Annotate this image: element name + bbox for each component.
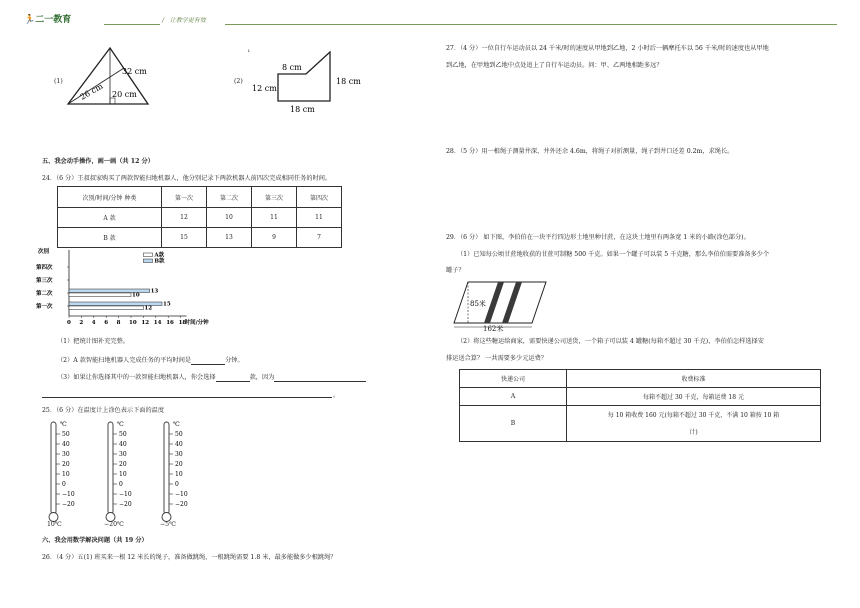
figure-2-label: (2) [234,78,243,85]
thermometer-tube [108,422,113,514]
thermometer-unit: ℃ [117,421,124,428]
thermometer-scale-label: 30 [119,451,127,458]
thermometer-scale-label: 0 [119,481,123,488]
table-header-cell: 次别/时间/分钟 种类 [58,187,162,208]
table-cell: A [460,388,567,406]
triangle-dim-32: 32 cm [122,67,147,76]
section-5-title: 五、我会动手操作，画一画（共 12 分） [42,158,154,165]
thermometer-scale-label: 10 [62,471,70,478]
question-26-text: 26．（4 分）五(1) 班买来一根 12 米长的绳子，准备做跳绳，一根跳绳需要 1.8 米，最多能做多少根跳绳？ [42,554,337,561]
logo-runner-icon: 🏃 [24,15,36,25]
question-24-sub-1: （1）把统计图补充完整。 [57,338,129,345]
table-header-cell: 第三次 [252,187,297,208]
question-25-text: 25．（6 分）在温度计上涂色表示下面的温度 [42,407,165,414]
section-6-title: 六、我会用数学解决问题（共 19 分） [42,537,148,544]
thermometer-scale-label: −10 [119,491,132,498]
thermometer-temp-label: 10℃ [47,521,62,528]
question-24-sub-3: （3）如果让你选择其中的一款智能扫地机器人，你会选择 款，因为 [57,372,366,382]
table-row [460,406,821,442]
table-header-row [58,187,342,208]
brand-logo: 🏃二一教育 [24,15,72,25]
bar-A款-第一次 [69,306,143,310]
reason-end-mark: 。 [333,392,340,399]
thermometer-scale-label: 30 [175,451,183,458]
thermometer-scale-label: 50 [175,431,183,438]
table-cell: 10 [207,208,252,228]
bar-B款-第二次 [69,289,150,293]
thermometer-scale-label: 40 [175,441,183,448]
table-cell: 每 10 箱收费 160 元(每箱不超过 30 千克，不满 10 箱按 10 箱 计) [567,406,821,442]
table-cell: 12 [162,208,207,228]
question-27-line-1: 27．（4 分）一位自行车运动员以 24 千米/时的速度从甲地到乙地，2 小时后一辆摩托车以 56 千米/时的速度也从甲地 [446,45,769,52]
table-cell: 13 [207,228,252,248]
thermometer-scale-label: 10 [119,471,127,478]
thermometer-scale-label: 50 [119,431,127,438]
thermometer-temp-label: −20℃ [104,521,124,528]
thermometer-scale-label: 10 [175,471,183,478]
table-cell: 7 [297,228,342,248]
bar-data-label: 15 [163,301,171,308]
table-header-cell: 收费标准 [567,370,821,388]
question-24-text: 24．（6 分）王叔叔家购买了两款智能扫地机器人，他分别记录下两款机器人前四次完成相同任务的时间。 [42,175,332,182]
thermometer-tube [164,422,169,514]
question-29-sub-2-line-2: 排运送合算？ 一共需要多少元运费？ [446,355,547,362]
legend-swatch-B款 [143,259,152,263]
path-strip-1 [484,282,504,323]
header-slogan: / 让教学更有效 [162,17,206,24]
y-category-label: 第二次 [36,291,53,297]
answer-blank-average[interactable] [191,355,225,365]
x-tick-label: 6 [104,320,109,326]
question-29-sub-1-line-2: 罐子？ [446,267,465,274]
table-cell: B 款 [58,228,162,248]
thermometer-unit: ℃ [173,421,180,428]
table-header-cell: 快递公司 [460,370,567,388]
trapezoid-dim-bottom: 18 cm [290,105,315,114]
thermometer-1[interactable] [46,418,86,533]
x-tick-label: 16 [166,320,174,326]
question-27-line-2: 到乙地，在甲地到乙地中点处追上了自行车运动员。问：甲、乙两地相距多远？ [446,62,663,69]
thermometer-scale-label: 20 [62,461,70,468]
x-tick-label: 14 [153,320,162,326]
x-axis-label: 时间/分钟 [184,320,209,326]
thermometer-2[interactable] [103,418,143,533]
q29-courier-table [459,369,821,442]
table-cell: B [460,406,567,442]
thermometer-scale-label: 50 [62,431,70,438]
trapezoid-dim-right: 18 cm [336,77,361,86]
bar-data-label: 10 [132,292,140,299]
thermometer-scale-label: 0 [175,481,179,488]
thermometer-scale-label: −20 [119,501,132,508]
bar-data-label: 12 [144,305,153,312]
y-axis-label: 次别 [38,249,50,255]
q24-time-table [57,186,342,248]
answer-line-reason[interactable] [42,397,332,398]
answer-blank-reason[interactable] [274,372,366,382]
x-tick-label: 12 [141,320,150,326]
bar-A款-第二次 [69,293,131,297]
x-tick-label: 4 [91,320,96,326]
x-tick-label: 0 [67,320,71,326]
figure-1-label: (1) [54,78,63,85]
table-header-row [460,370,821,388]
field-height-label: 85米 [470,300,486,308]
answer-blank-choice[interactable] [216,372,250,382]
robot-time-bar-chart [36,246,226,331]
thermometer-scale-label: 20 [119,461,127,468]
table-cell: 每箱不超过 30 千克，每箱运费 18 元 [567,388,821,406]
figure-2-mark: ı [248,48,250,54]
thermometer-scale-label: 30 [62,451,70,458]
table-row [460,388,821,406]
triangle-figure [64,46,154,106]
question-29-sub-2-line-1: （2）将这些糖运给商家，需要快递公司送货，一个箱子可以装 4 罐糖(每箱不超过 30 千克)，李伯伯怎样选择安 [457,338,764,345]
table-header-cell: 第四次 [297,187,342,208]
thermometer-3[interactable] [159,418,199,533]
field-base-label: 162米 [483,325,504,333]
question-28-text: 28．（5 分）用一根绳子测量井深，井外还余 4.6m，将绳子对折测量，绳子到井口还差 0.2m，求绳长。 [446,148,734,155]
thermometer-temp-label: −5℃ [160,521,177,528]
y-category-label: 第三次 [36,278,53,284]
triangle-dim-26: 26 cm [78,81,105,102]
legend-swatch-A款 [143,253,152,257]
trapezoid-dim-top: 8 cm [282,63,302,72]
x-tick-label: 18 [178,320,187,326]
thermometer-scale-label: 40 [62,441,70,448]
parallelogram-field-figure [450,279,550,333]
x-tick-label: 10 [129,320,137,326]
table-row [58,228,342,248]
legend-label: A款 [154,252,165,259]
table-cell: 11 [252,208,297,228]
thermometer-scale-label: −10 [62,491,75,498]
table-cell: 15 [162,228,207,248]
thermometer-scale-label: −20 [62,501,75,508]
thermometer-scale-label: −10 [175,491,188,498]
triangle-dim-20: 20 cm [112,90,137,99]
x-tick-label: 2 [79,320,84,326]
question-24-sub-2: （2）A 款智能扫地机器人完成任务的平均时间是 分钟。 [57,357,244,364]
header-rule-right [225,24,837,25]
thermometer-scale-label: 40 [119,441,127,448]
table-cell: 9 [252,228,297,248]
trapezoid-dim-left: 12 cm [252,84,277,93]
y-category-label: 第一次 [36,304,53,310]
table-cell: 11 [297,208,342,228]
bar-B款-第一次 [69,302,162,306]
x-tick-label: 8 [116,320,121,326]
thermometer-scale-label: −20 [175,501,188,508]
thermometer-tube [51,422,56,514]
thermometer-scale-label: 0 [62,481,66,488]
thermometer-unit: ℃ [60,421,67,428]
y-category-label: 第四次 [36,265,53,271]
question-29-sub-1-line-1: （1）已知每公顷甘蔗地收获的甘蔗可制糖 500 千克。如果一个罐子可以装 5 千克糖，那么李伯伯需要准备多少个 [457,251,770,258]
table-header-cell: 第一次 [162,187,207,208]
legend-label: B款 [154,258,165,265]
thermometer-scale-label: 20 [175,461,183,468]
table-cell: A 款 [58,208,162,228]
header-rule-left [104,24,160,25]
table-row [58,208,342,228]
question-29-line-1: 29．（6 分） 如下图，李伯伯在一块平行四边形土地里种甘蔗，在这块土地里有两条宽 1 米的小路(涂色部分)。 [446,234,750,241]
path-strip-2 [502,282,522,323]
trapezoid-figure [250,48,365,118]
table-header-cell: 第二次 [207,187,252,208]
bar-data-label: 13 [150,288,159,295]
